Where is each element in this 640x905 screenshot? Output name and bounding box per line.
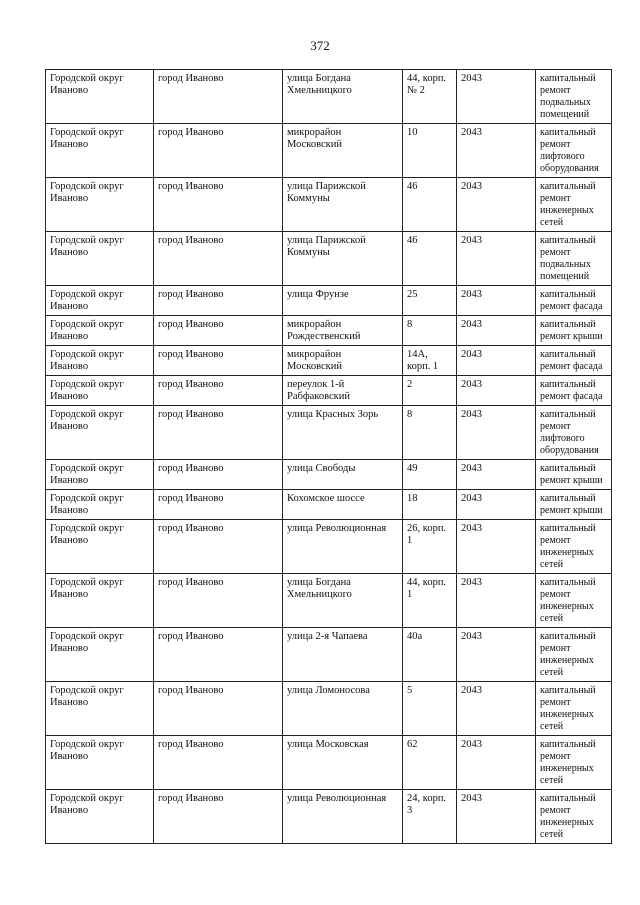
house-number-cell: 62 [403, 736, 457, 790]
year-cell: 2043 [457, 790, 536, 844]
street-cell: улица Московская [283, 736, 403, 790]
city-cell: город Иваново [154, 232, 283, 286]
district-cell: Городской округ Иваново [46, 736, 154, 790]
year-cell: 2043 [457, 406, 536, 460]
year-cell: 2043 [457, 736, 536, 790]
street-cell: микрорайон Московский [283, 124, 403, 178]
work-type-cell: капитальный ремонт крыши [536, 316, 612, 346]
house-number-cell: 25 [403, 286, 457, 316]
year-cell: 2043 [457, 520, 536, 574]
street-cell: улица Богдана Хмельницкого [283, 70, 403, 124]
year-cell: 2043 [457, 460, 536, 490]
work-type-cell: капитальный ремонт крыши [536, 460, 612, 490]
house-number-cell: 2 [403, 376, 457, 406]
district-cell: Городской округ Иваново [46, 178, 154, 232]
city-cell: город Иваново [154, 406, 283, 460]
city-cell: город Иваново [154, 70, 283, 124]
repair-schedule-table [45, 69, 612, 844]
city-cell: город Иваново [154, 178, 283, 232]
work-type-cell: капитальный ремонт подвальных помещений [536, 232, 612, 286]
work-type-cell: капитальный ремонт инженерных сетей [536, 628, 612, 682]
work-type-cell: капитальный ремонт подвальных помещений [536, 70, 612, 124]
street-cell: улица Парижской Коммуны [283, 232, 403, 286]
year-cell: 2043 [457, 70, 536, 124]
table-row [46, 232, 612, 286]
district-cell: Городской округ Иваново [46, 124, 154, 178]
year-cell: 2043 [457, 178, 536, 232]
city-cell: город Иваново [154, 346, 283, 376]
street-cell: улица Свободы [283, 460, 403, 490]
year-cell: 2043 [457, 316, 536, 346]
work-type-cell: капитальный ремонт фасада [536, 376, 612, 406]
city-cell: город Иваново [154, 520, 283, 574]
district-cell: Городской округ Иваново [46, 574, 154, 628]
table-row [46, 70, 612, 124]
district-cell: Городской округ Иваново [46, 316, 154, 346]
table-row [46, 346, 612, 376]
year-cell: 2043 [457, 682, 536, 736]
district-cell: Городской округ Иваново [46, 346, 154, 376]
city-cell: город Иваново [154, 460, 283, 490]
city-cell: город Иваново [154, 682, 283, 736]
city-cell: город Иваново [154, 124, 283, 178]
district-cell: Городской округ Иваново [46, 232, 154, 286]
city-cell: город Иваново [154, 628, 283, 682]
district-cell: Городской округ Иваново [46, 70, 154, 124]
street-cell: переулок 1-й Рабфаковский [283, 376, 403, 406]
city-cell: город Иваново [154, 736, 283, 790]
district-cell: Городской округ Иваново [46, 376, 154, 406]
table-row [46, 316, 612, 346]
house-number-cell: 40а [403, 628, 457, 682]
city-cell: город Иваново [154, 376, 283, 406]
work-type-cell: капитальный ремонт фасада [536, 346, 612, 376]
work-type-cell: капитальный ремонт инженерных сетей [536, 790, 612, 844]
table-row [46, 682, 612, 736]
house-number-cell: 10 [403, 124, 457, 178]
house-number-cell: 18 [403, 490, 457, 520]
house-number-cell: 44, корп. № 2 [403, 70, 457, 124]
district-cell: Городской округ Иваново [46, 286, 154, 316]
city-cell: город Иваново [154, 316, 283, 346]
table-row [46, 520, 612, 574]
page-number: 372 [310, 38, 330, 53]
table-row [46, 286, 612, 316]
table-row [46, 628, 612, 682]
year-cell: 2043 [457, 346, 536, 376]
street-cell: Кохомское шоссе [283, 490, 403, 520]
work-type-cell: капитальный ремонт инженерных сетей [536, 574, 612, 628]
city-cell: город Иваново [154, 286, 283, 316]
district-cell: Городской округ Иваново [46, 406, 154, 460]
district-cell: Городской округ Иваново [46, 460, 154, 490]
district-cell: Городской округ Иваново [46, 682, 154, 736]
year-cell: 2043 [457, 574, 536, 628]
work-type-cell: капитальный ремонт фасада [536, 286, 612, 316]
table-row [46, 736, 612, 790]
year-cell: 2043 [457, 490, 536, 520]
table-row [46, 460, 612, 490]
street-cell: улица Красных Зорь [283, 406, 403, 460]
district-cell: Городской округ Иваново [46, 520, 154, 574]
house-number-cell: 26, корп. 1 [403, 520, 457, 574]
house-number-cell: 44, корп. 1 [403, 574, 457, 628]
house-number-cell: 14А, корп. 1 [403, 346, 457, 376]
street-cell: улица Парижской Коммуны [283, 178, 403, 232]
table-row [46, 406, 612, 460]
work-type-cell: капитальный ремонт крыши [536, 490, 612, 520]
house-number-cell: 46 [403, 178, 457, 232]
street-cell: улица Фрунзе [283, 286, 403, 316]
city-cell: город Иваново [154, 490, 283, 520]
work-type-cell: капитальный ремонт инженерных сетей [536, 682, 612, 736]
house-number-cell: 24, корп. 3 [403, 790, 457, 844]
house-number-cell: 8 [403, 406, 457, 460]
table-row [46, 574, 612, 628]
street-cell: улица Революционная [283, 520, 403, 574]
year-cell: 2043 [457, 232, 536, 286]
table-row [46, 490, 612, 520]
city-cell: город Иваново [154, 574, 283, 628]
street-cell: улица Ломоносова [283, 682, 403, 736]
table-body [46, 70, 612, 844]
street-cell: улица 2-я Чапаева [283, 628, 403, 682]
table-row [46, 376, 612, 406]
year-cell: 2043 [457, 628, 536, 682]
table-row [46, 790, 612, 844]
house-number-cell: 46 [403, 232, 457, 286]
city-cell: город Иваново [154, 790, 283, 844]
work-type-cell: капитальный ремонт инженерных сетей [536, 736, 612, 790]
street-cell: улица Революционная [283, 790, 403, 844]
year-cell: 2043 [457, 124, 536, 178]
year-cell: 2043 [457, 376, 536, 406]
house-number-cell: 8 [403, 316, 457, 346]
year-cell: 2043 [457, 286, 536, 316]
street-cell: улица Богдана Хмельницкого [283, 574, 403, 628]
street-cell: микрорайон Московский [283, 346, 403, 376]
table-row [46, 124, 612, 178]
district-cell: Городской округ Иваново [46, 628, 154, 682]
house-number-cell: 49 [403, 460, 457, 490]
work-type-cell: капитальный ремонт лифтового оборудования [536, 406, 612, 460]
work-type-cell: капитальный ремонт инженерных сетей [536, 178, 612, 232]
district-cell: Городской округ Иваново [46, 790, 154, 844]
work-type-cell: капитальный ремонт инженерных сетей [536, 520, 612, 574]
work-type-cell: капитальный ремонт лифтового оборудования [536, 124, 612, 178]
house-number-cell: 5 [403, 682, 457, 736]
district-cell: Городской округ Иваново [46, 490, 154, 520]
table-row [46, 178, 612, 232]
street-cell: микрорайон Рождественский [283, 316, 403, 346]
